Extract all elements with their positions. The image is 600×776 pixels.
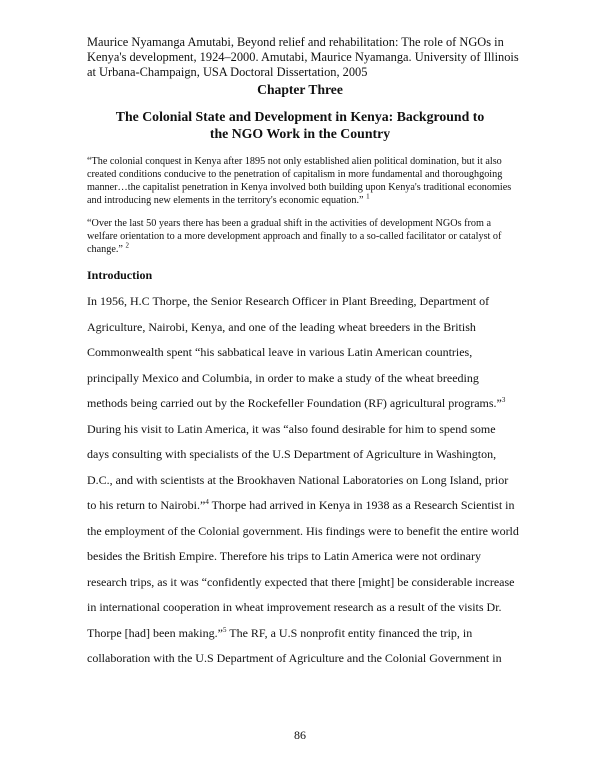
body-line (87, 621, 517, 647)
body-line-text: to his return to Nairobi.” (87, 498, 206, 512)
body-line (87, 391, 517, 417)
body-line: D.C., and with scientists at the Brookhaven National Laboratories on Long Island, prior (87, 472, 509, 487)
epigraph-quote-2 (87, 217, 517, 256)
body-line: in international cooperation in wheat improvement research as a result of the visits Dr. (87, 600, 502, 614)
chapter-title: The Colonial State and Development in Kenya: Background to the NGO Work in the Country (115, 109, 485, 141)
footnote-ref: 1 (366, 192, 370, 201)
body-line (87, 493, 517, 519)
quote-text: “The colonial conquest in Kenya after 1895 not only established alien political domination, but it also created conditions conducive to the penetration of capitalism in more fundamental and thoroughgoing manner…the capitalist penetration in Kenya involved both building upon Kenya's traditional economies and introducing new elements in the territory's economic equation.” (87, 156, 512, 206)
footnote-ref: 4 (205, 498, 209, 506)
body-line-tail: Thorpe had arrived in Kenya in 1938 as a Research Scientist in (208, 498, 515, 512)
footnote-ref: 5 (222, 625, 227, 634)
section-heading: Introduction (87, 268, 153, 282)
body-text (87, 289, 517, 672)
epigraph-quote-1 (87, 155, 517, 207)
body-line: collaboration with the U.S Department of Agriculture and the Colonial Government in (87, 651, 502, 665)
body-line: During his visit to Latin America, it was “also found desirable for him to spend some (87, 421, 496, 436)
quote-text: “Over the last 50 years there has been a gradual shift in the activities of development NGOs from a welfare orientation to a more development approach and finally to a so-called facilitator or catalyst of change.” (87, 218, 502, 255)
body-line-text: Thorpe [had] been making.” (87, 625, 223, 640)
body-line: days consulting with specialists of the U.S Department of Agriculture in Washington, (87, 447, 497, 461)
body-line: In 1956, H.C Thorpe, the Senior Research Officer in Plant Breeding, Department of (87, 294, 490, 308)
page-number: 86 (294, 728, 306, 742)
body-line: the employment of the Colonial government. His findings were to benefit the entire world (87, 523, 519, 538)
body-line: besides the British Empire. Therefore his trips to Latin America were not ordinary (87, 549, 482, 563)
body-line: Agriculture, Nairobi, Kenya, and one of the leading wheat breeders in the British (87, 319, 476, 334)
body-line: principally Mexico and Columbia, in order to make a study of the wheat breeding (87, 370, 479, 385)
footnote-ref: 2 (125, 241, 129, 250)
footnote-ref: 3 (501, 396, 506, 404)
body-line: Commonwealth spent “his sabbatical leave in various Latin American countries, (87, 345, 473, 359)
chapter-label: Chapter Three (257, 82, 343, 97)
body-line-text: methods being carried out by the Rockefeller Foundation (RF) agricultural programs.” (87, 396, 502, 410)
citation-header: Maurice Nyamanga Amutabi, Beyond relief and rehabilitation: The role of NGOs in Kenya's development, 1924–2000. Amutabi, Maurice Nyamanga. University of Illinois at Urbana-Champaign, USA Doctoral Dissertation, 2005 (87, 35, 519, 79)
body-line-tail: The RF, a U.S nonprofit entity financed the trip, in (226, 625, 473, 640)
body-line: research trips, as it was “confidently expected that there [might] be considerable increase (87, 574, 515, 589)
